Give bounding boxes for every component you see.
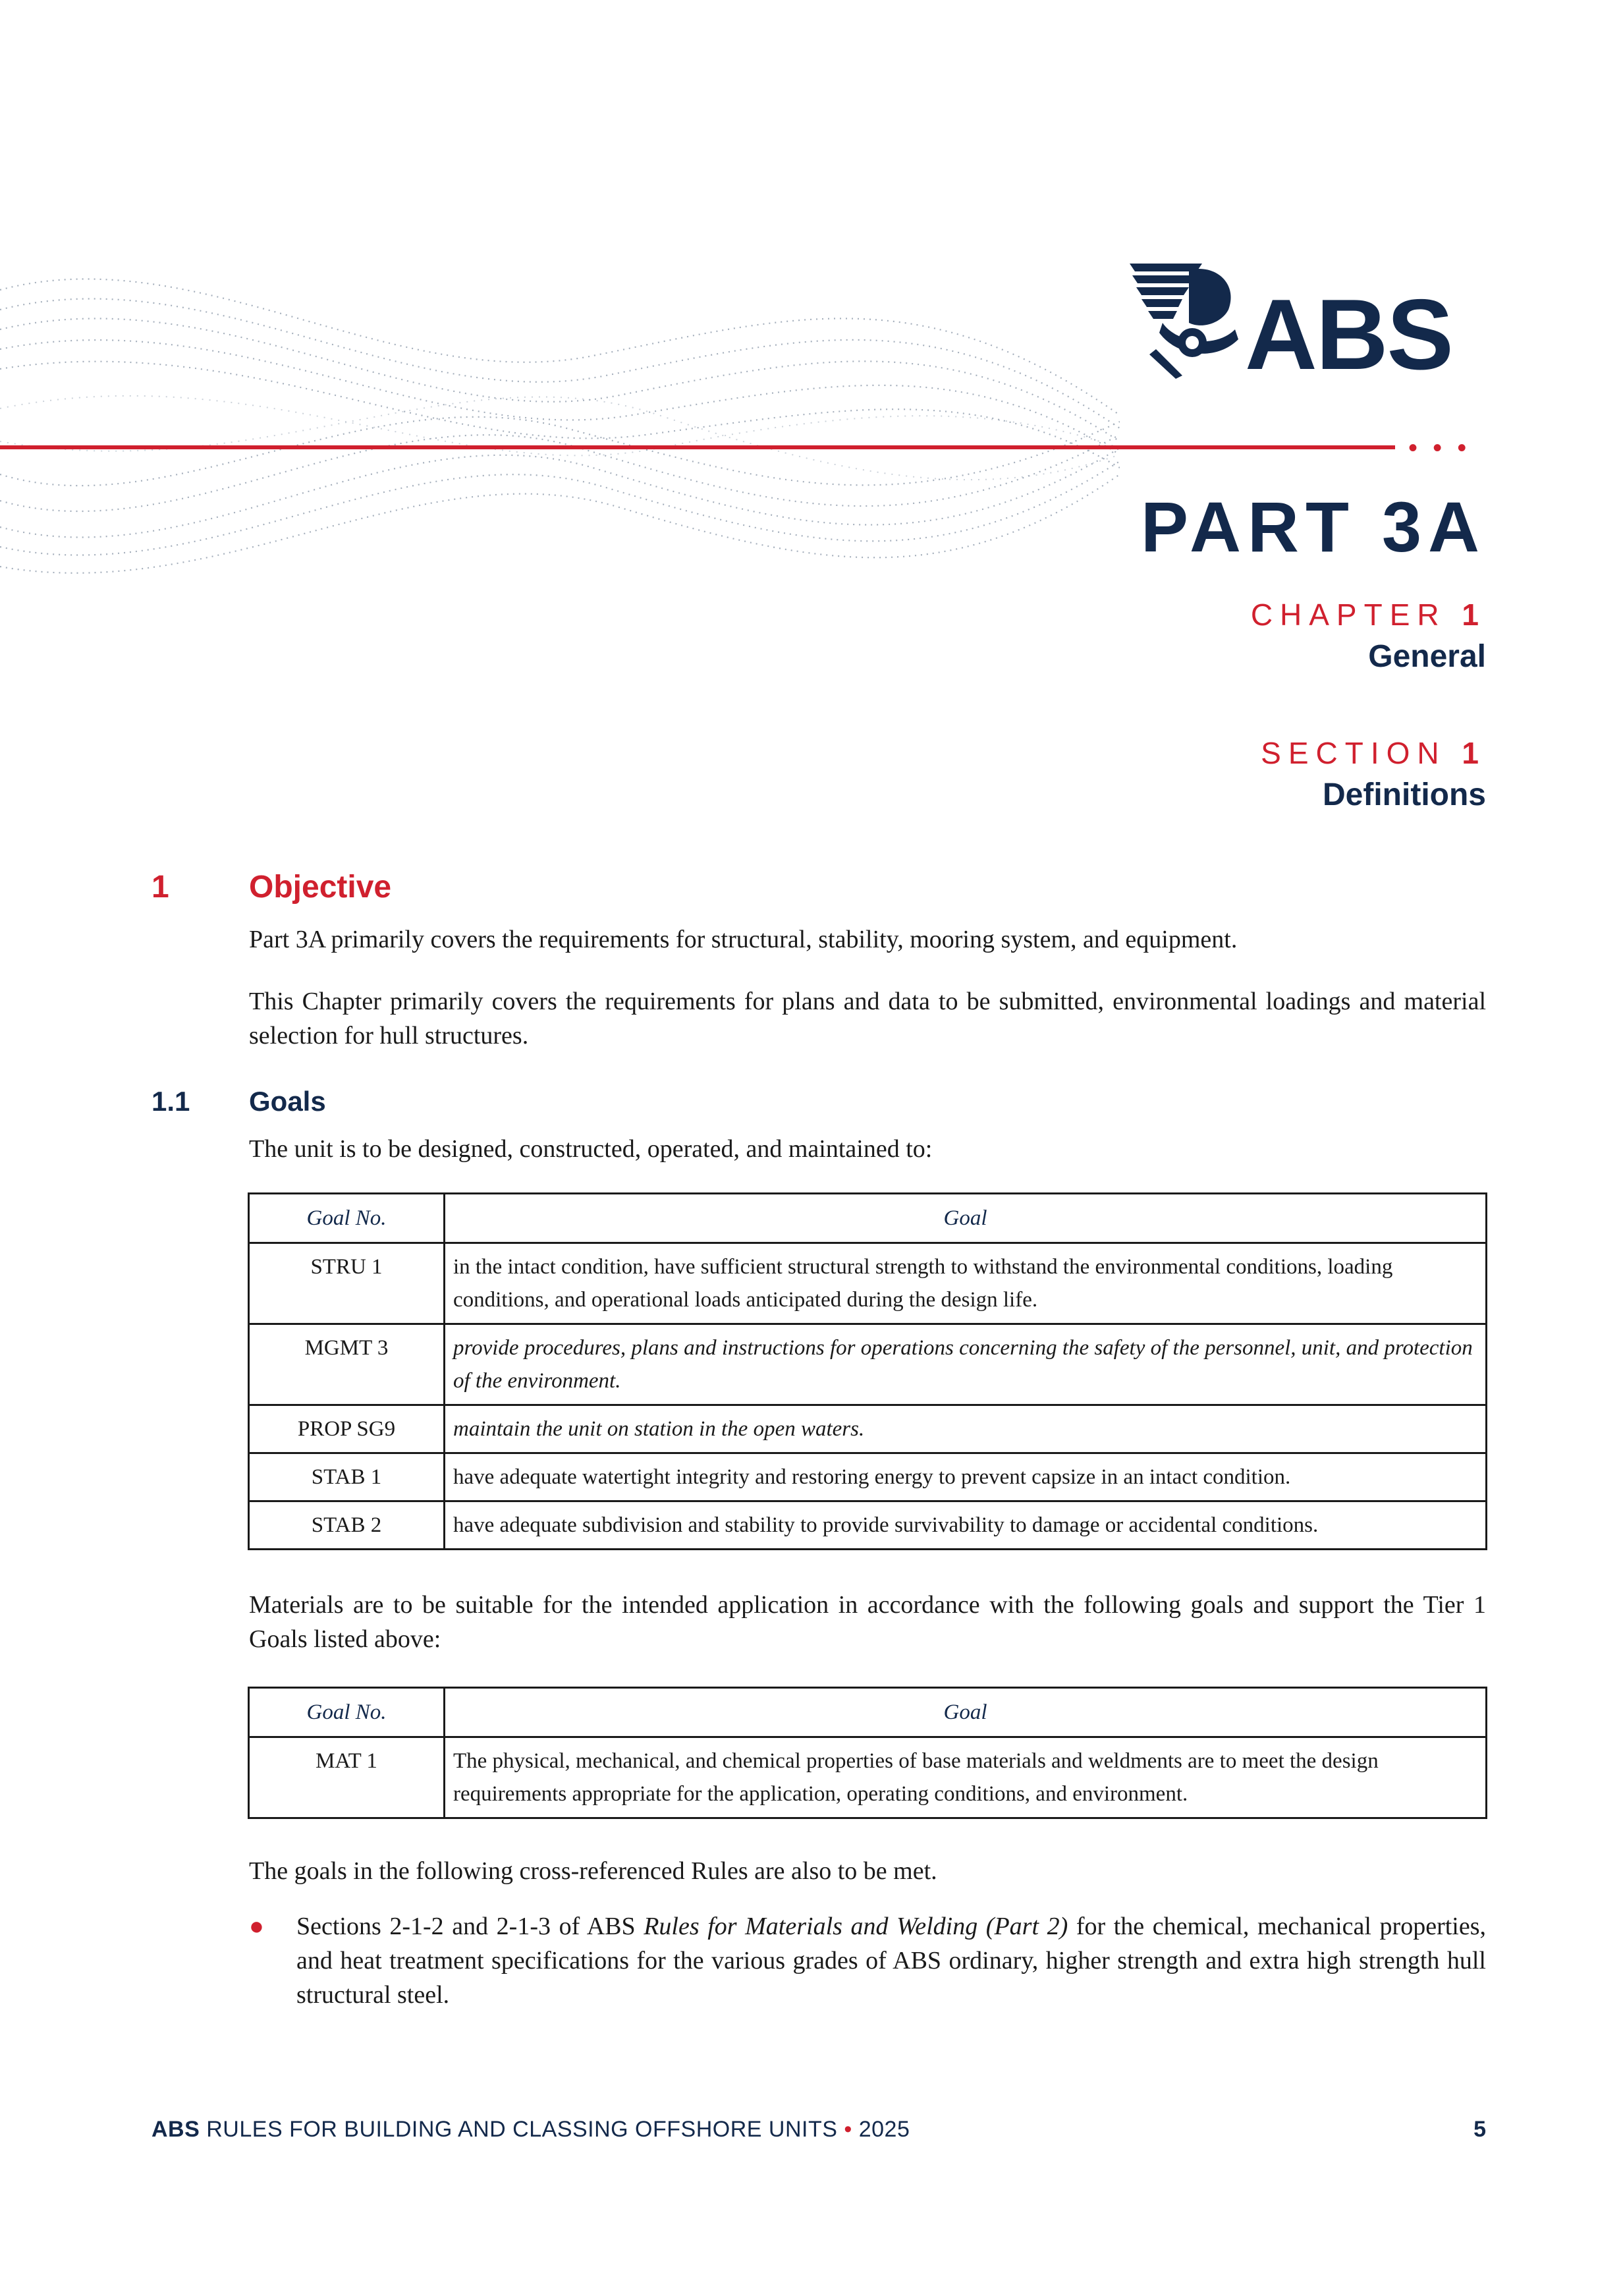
bullet-icon: ● (249, 1913, 264, 1940)
subheading-number: 1.1 (151, 1086, 190, 1117)
goal-number-cell: MAT 1 (249, 1737, 445, 1818)
section-label (1261, 735, 1486, 771)
table-header-row (249, 1688, 1487, 1737)
abs-logo (1123, 257, 1492, 389)
eagle-emblem-icon (1123, 257, 1255, 389)
goal-text-cell: have adequate subdivision and stability to provide survivability to damage or accidental conditions. (445, 1501, 1487, 1550)
footer-year: 2025 (858, 2117, 910, 2142)
goal-text-cell: maintain the unit on station in the open waters. (445, 1405, 1487, 1453)
page-number: 5 (1473, 2117, 1486, 2142)
heading-objective: Objective (249, 870, 392, 905)
logo-wordmark: ABS (1245, 279, 1452, 391)
goal-text-cell: provide procedures, plans and instructions for operations concerning the safety of the personnel, unit, and protection of the environment. (445, 1324, 1487, 1405)
paragraph: Part 3A primarily covers the requirements for structural, stability, mooring system, and equipment. (249, 926, 1238, 953)
footer-brand: ABS (151, 2117, 200, 2142)
bullet-text (296, 1909, 1486, 2012)
chapter-label (1251, 596, 1486, 633)
header-rule-dots: • • • (1408, 434, 1471, 462)
subheading-goals: Goals (249, 1086, 326, 1117)
rules-reference-title: Rules for Materials and Welding (Part 2) (644, 1913, 1068, 1940)
footer-separator: • (844, 2117, 852, 2142)
goal-number-cell: STAB 1 (249, 1453, 445, 1501)
footer-title: RULES FOR BUILDING AND CLASSING OFFSHORE UNITS (206, 2117, 838, 2142)
chapter-title: General (1368, 639, 1486, 674)
bullet-text-pre: Sections 2-1-2 and 2-1-3 of ABS (296, 1913, 644, 1940)
chapter-label-text: CHAPTER (1250, 598, 1446, 632)
goals-table (248, 1192, 1487, 1550)
table-header-row (249, 1194, 1487, 1243)
goal-number-cell: PROP SG9 (249, 1405, 445, 1453)
part-title: PART 3A (1140, 487, 1486, 567)
table-row (249, 1453, 1487, 1501)
heading-number: 1 (151, 870, 169, 905)
column-header-goal-no: Goal No. (249, 1688, 445, 1737)
chapter-number: 1 (1462, 598, 1486, 632)
goal-number-cell: STRU 1 (249, 1243, 445, 1324)
section-label-text: SECTION (1261, 736, 1446, 770)
column-header-goal: Goal (445, 1688, 1487, 1737)
goal-number-cell: STAB 2 (249, 1501, 445, 1550)
table-row (249, 1737, 1487, 1818)
header-rule (0, 445, 1395, 449)
decorative-wave-graphic (0, 250, 1120, 606)
column-header-goal-no: Goal No. (249, 1194, 445, 1243)
paragraph: Materials are to be suitable for the intended application in accordance with the following goals and support the Tier 1 Goals listed above: (249, 1591, 1486, 1653)
goal-text-cell: The physical, mechanical, and chemical properties of base materials and weldments are to meet the design requirements appropriate for the application, operating conditions, and environment. (445, 1737, 1487, 1818)
table-row (249, 1324, 1487, 1405)
table-row (249, 1243, 1487, 1324)
table-row (249, 1405, 1487, 1453)
bullet-text-post: for the chemical, mechanical properties, and heat treatment specifications for the various grades of ABS ordinary, higher strength and extra high strength hull structural steel. (296, 1913, 1486, 2009)
table-row (249, 1501, 1487, 1550)
section-title: Definitions (1323, 777, 1486, 812)
goal-text-cell: have adequate watertight integrity and restoring energy to prevent capsize in an intact condition. (445, 1453, 1487, 1501)
column-header-goal: Goal (445, 1194, 1487, 1243)
footer-document-title (151, 2116, 910, 2142)
paragraph: This Chapter primarily covers the requirements for plans and data to be submitted, environmental loadings and material selection for hull structures. (249, 988, 1486, 1050)
section-number: 1 (1462, 736, 1486, 770)
goal-text-cell: in the intact condition, have sufficient structural strength to withstand the environmental conditions, loading conditions, and operational loads anticipated during the design life. (445, 1243, 1487, 1324)
paragraph: The unit is to be designed, constructed, operated, and maintained to: (249, 1135, 933, 1163)
paragraph: The goals in the following cross-referenced Rules are also to be met. (249, 1857, 937, 1885)
materials-goals-table (248, 1687, 1487, 1819)
goal-number-cell: MGMT 3 (249, 1324, 445, 1405)
